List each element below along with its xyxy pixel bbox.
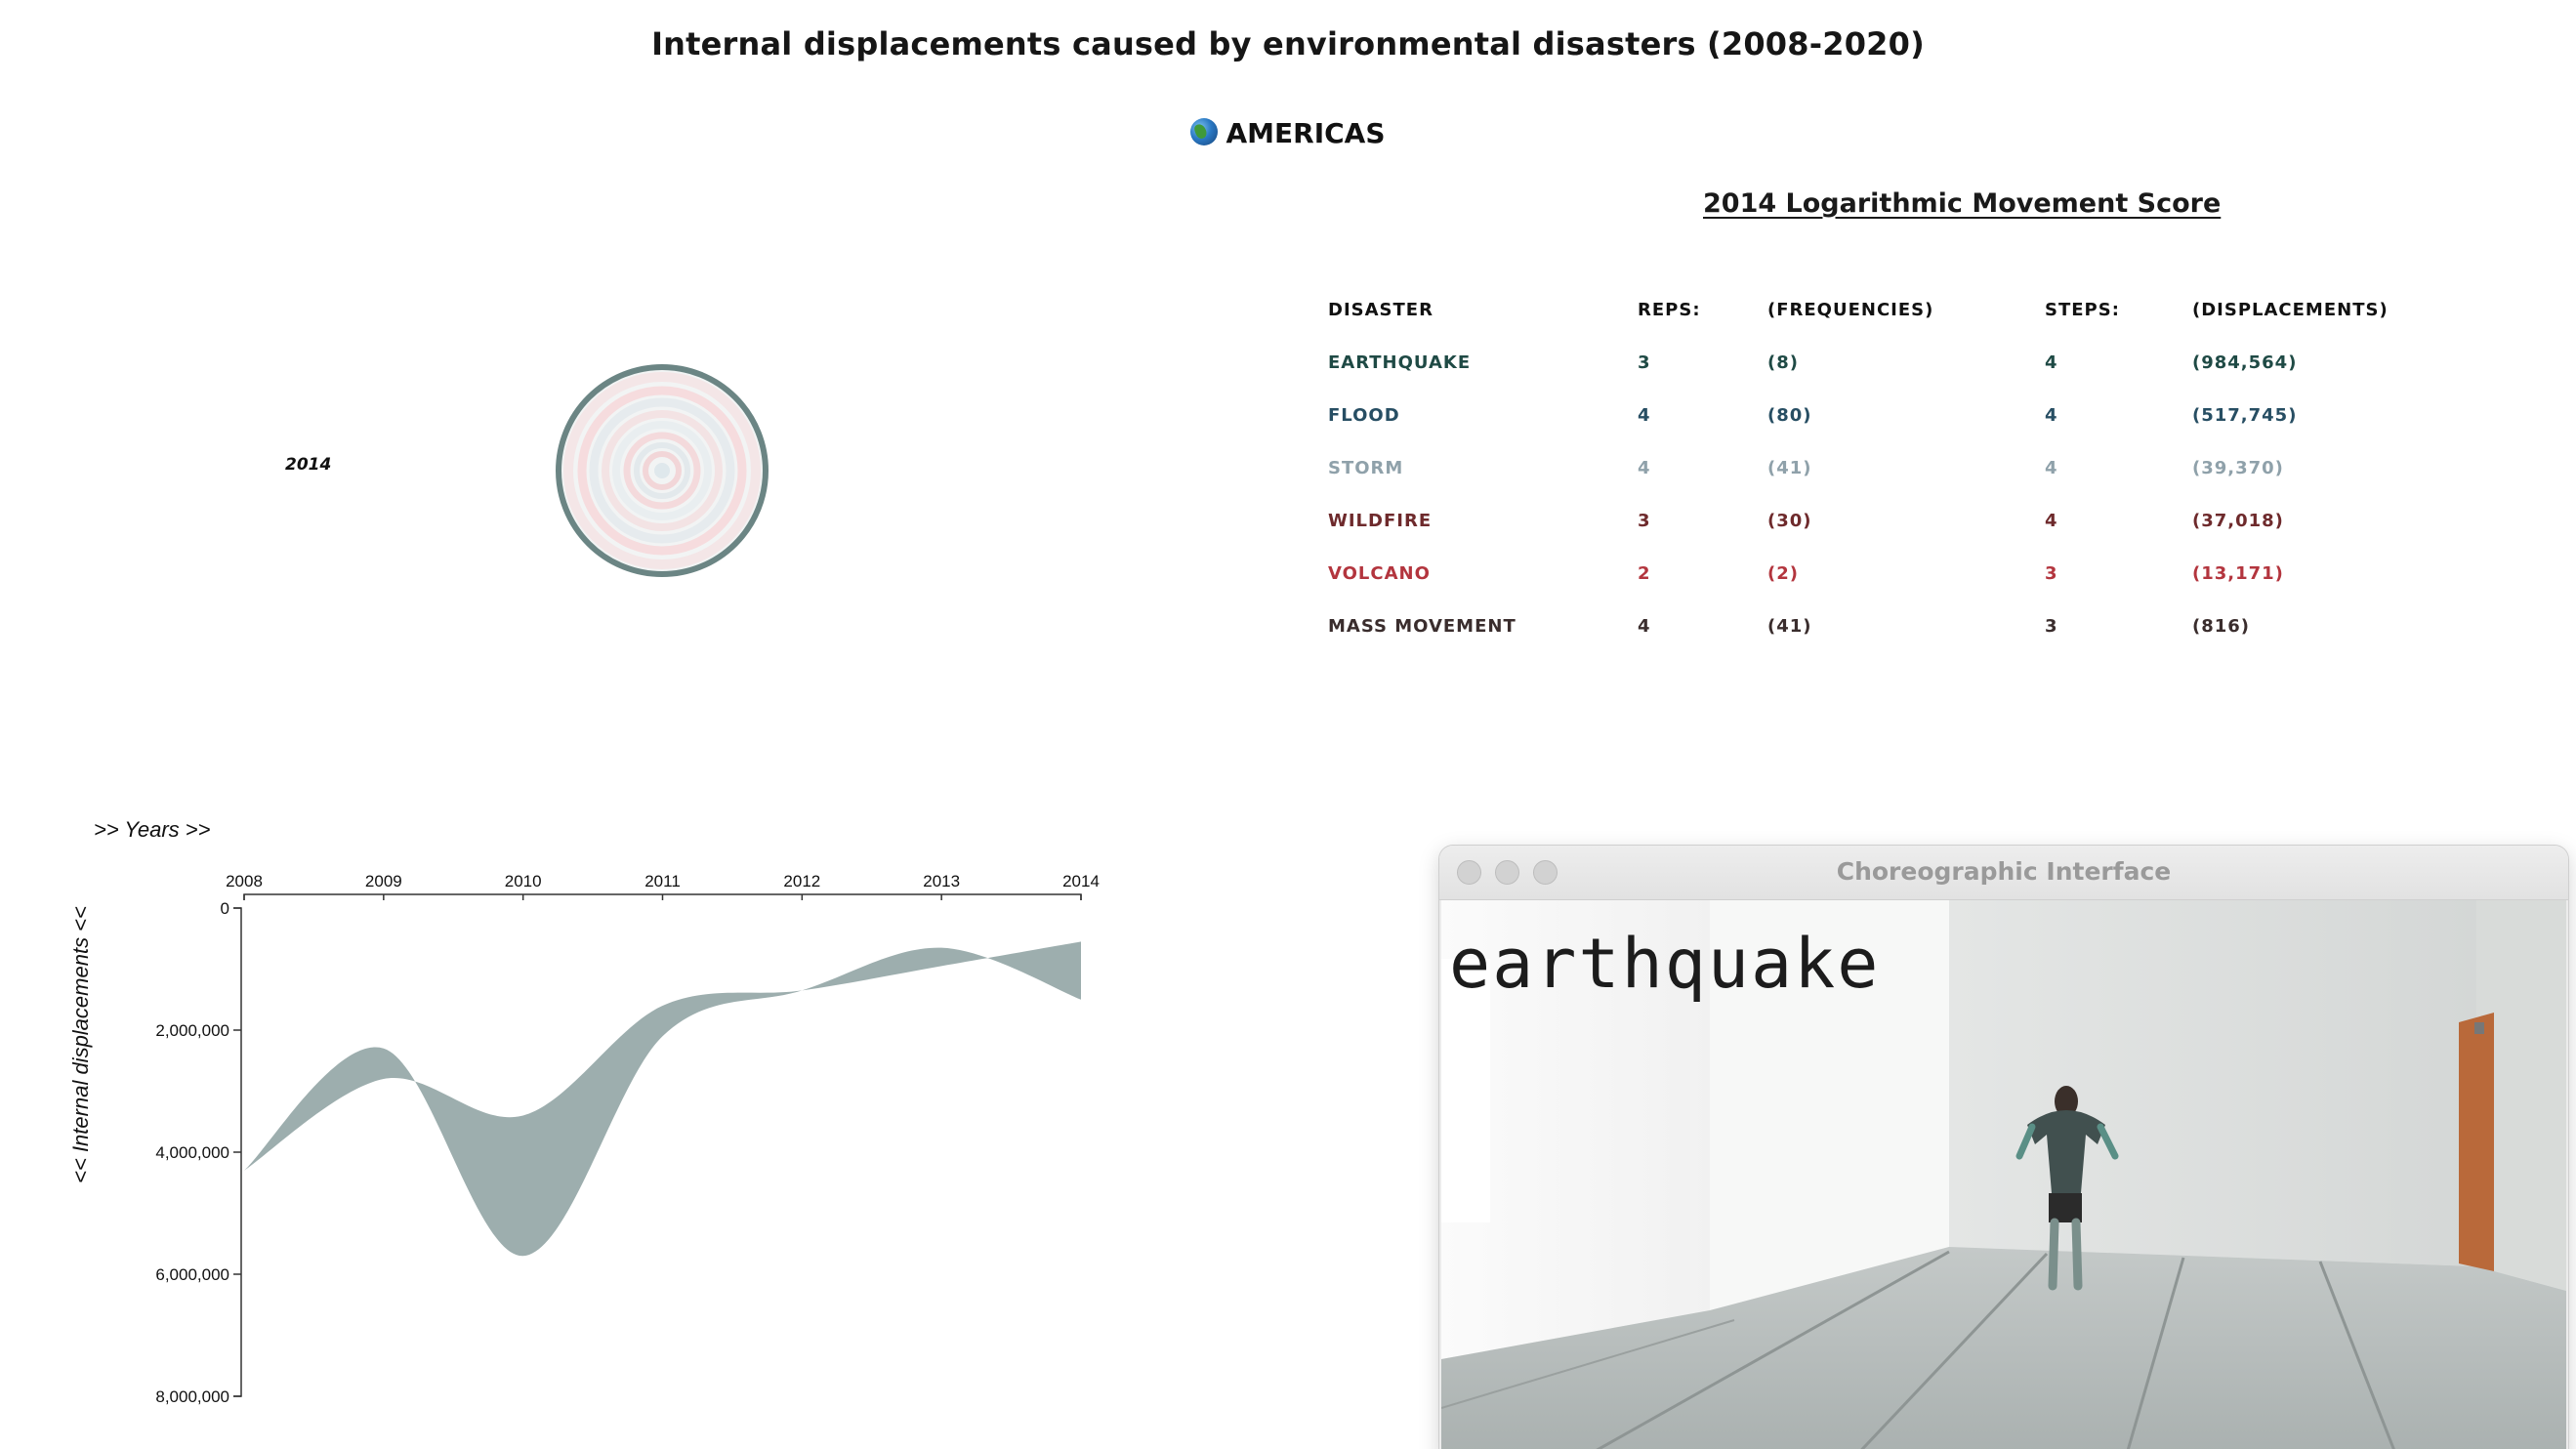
y-tick-label: 6,000,000 <box>155 1265 229 1284</box>
y-tick-label: 4,000,000 <box>155 1143 229 1162</box>
dancer-shorts <box>2049 1193 2082 1222</box>
table-header-row <box>1328 283 2407 336</box>
y-tick-label: 8,000,000 <box>155 1387 229 1406</box>
x-tick-label: 2009 <box>364 872 402 890</box>
frequencies-value: (41) <box>1767 457 1812 478</box>
x-tick-label: 2008 <box>226 872 263 890</box>
header-steps: STEPS: <box>2045 299 2120 320</box>
frequencies-value: (30) <box>1767 510 1812 531</box>
x-tick-label: 2011 <box>644 872 681 890</box>
reps-value: 3 <box>1638 352 1651 373</box>
frequencies-value: (41) <box>1767 615 1812 637</box>
x-tick-label: 2010 <box>504 872 542 890</box>
steps-value: 4 <box>2045 404 2058 426</box>
reps-value: 3 <box>1638 510 1651 531</box>
door-sign <box>2474 1022 2484 1034</box>
displacements-value: (984,564) <box>2192 352 2298 373</box>
displacements-value: (39,370) <box>2192 457 2284 478</box>
window-title: Choreographic Interface <box>1836 857 2172 886</box>
y-tick-label: 2,000,000 <box>155 1021 229 1040</box>
header-disaster: DISASTER <box>1328 299 1433 320</box>
displacements-value: (517,745) <box>2192 404 2298 426</box>
steps-value: 4 <box>2045 352 2058 373</box>
table-row <box>1328 336 2407 389</box>
choreographic-interface-window[interactable] <box>1439 846 2568 1449</box>
steps-value: 4 <box>2045 510 2058 531</box>
x-tick-label: 2014 <box>1062 872 1100 890</box>
x-tick-label: 2013 <box>923 872 961 890</box>
table-row <box>1328 547 2407 600</box>
steps-value: 4 <box>2045 457 2058 478</box>
displacements-value: (13,171) <box>2192 562 2284 584</box>
disaster-rings <box>553 361 771 580</box>
page-title: Internal displacements caused by environmental disasters (2008-2020) <box>651 25 1925 62</box>
displacements-value: (37,018) <box>2192 510 2284 531</box>
disaster-name: WILDFIRE <box>1328 510 1433 531</box>
table-row <box>1328 441 2407 494</box>
header-displacements: (DISPLACEMENTS) <box>2192 299 2389 320</box>
disaster-name: STORM <box>1328 457 1404 478</box>
window-titlebar[interactable] <box>1439 846 2568 900</box>
globe-americas-icon <box>1190 118 1218 145</box>
y-tick-label: 0 <box>220 899 229 918</box>
frequencies-value: (80) <box>1767 404 1812 426</box>
reps-value: 4 <box>1638 404 1651 426</box>
table-row <box>1328 494 2407 547</box>
header-frequencies: (FREQUENCIES) <box>1767 299 1934 320</box>
movement-score-table <box>1328 283 2407 652</box>
detected-disaster-label: earthquake <box>1449 924 1881 1004</box>
x-tick-label: 2012 <box>783 872 821 890</box>
frequencies-value: (2) <box>1767 562 1799 584</box>
table-row <box>1328 389 2407 441</box>
disaster-name: FLOOD <box>1328 404 1400 426</box>
back-wall <box>1949 900 2476 1266</box>
reps-value: 4 <box>1638 615 1651 637</box>
disaster-name: EARTHQUAKE <box>1328 352 1472 373</box>
steps-value: 3 <box>2045 562 2058 584</box>
ring-center <box>654 463 670 478</box>
chart-marks <box>244 941 1081 1256</box>
table-row <box>1328 600 2407 652</box>
region-heading <box>0 117 2576 149</box>
displacements-value: (816) <box>2192 615 2251 637</box>
disaster-name: MASS MOVEMENT <box>1328 615 1517 637</box>
door <box>2459 1013 2494 1271</box>
y-axis-title: << Internal displacements << <box>68 906 93 1183</box>
steps-value: 3 <box>2045 615 2058 637</box>
disaster-name: VOLCANO <box>1328 562 1431 584</box>
stream-area <box>244 941 1081 1256</box>
reps-value: 2 <box>1638 562 1651 584</box>
score-title: 2014 Logarithmic Movement Score <box>1703 188 2222 219</box>
frequencies-value: (8) <box>1767 352 1799 373</box>
displacement-stream-chart <box>59 810 1133 1426</box>
reps-value: 4 <box>1638 457 1651 478</box>
rings-year-label: 2014 <box>285 455 332 475</box>
header-reps: REPS: <box>1638 299 1701 320</box>
x-axis-title: >> Years >> <box>94 817 211 842</box>
region-label: AMERICAS <box>1226 117 1386 149</box>
